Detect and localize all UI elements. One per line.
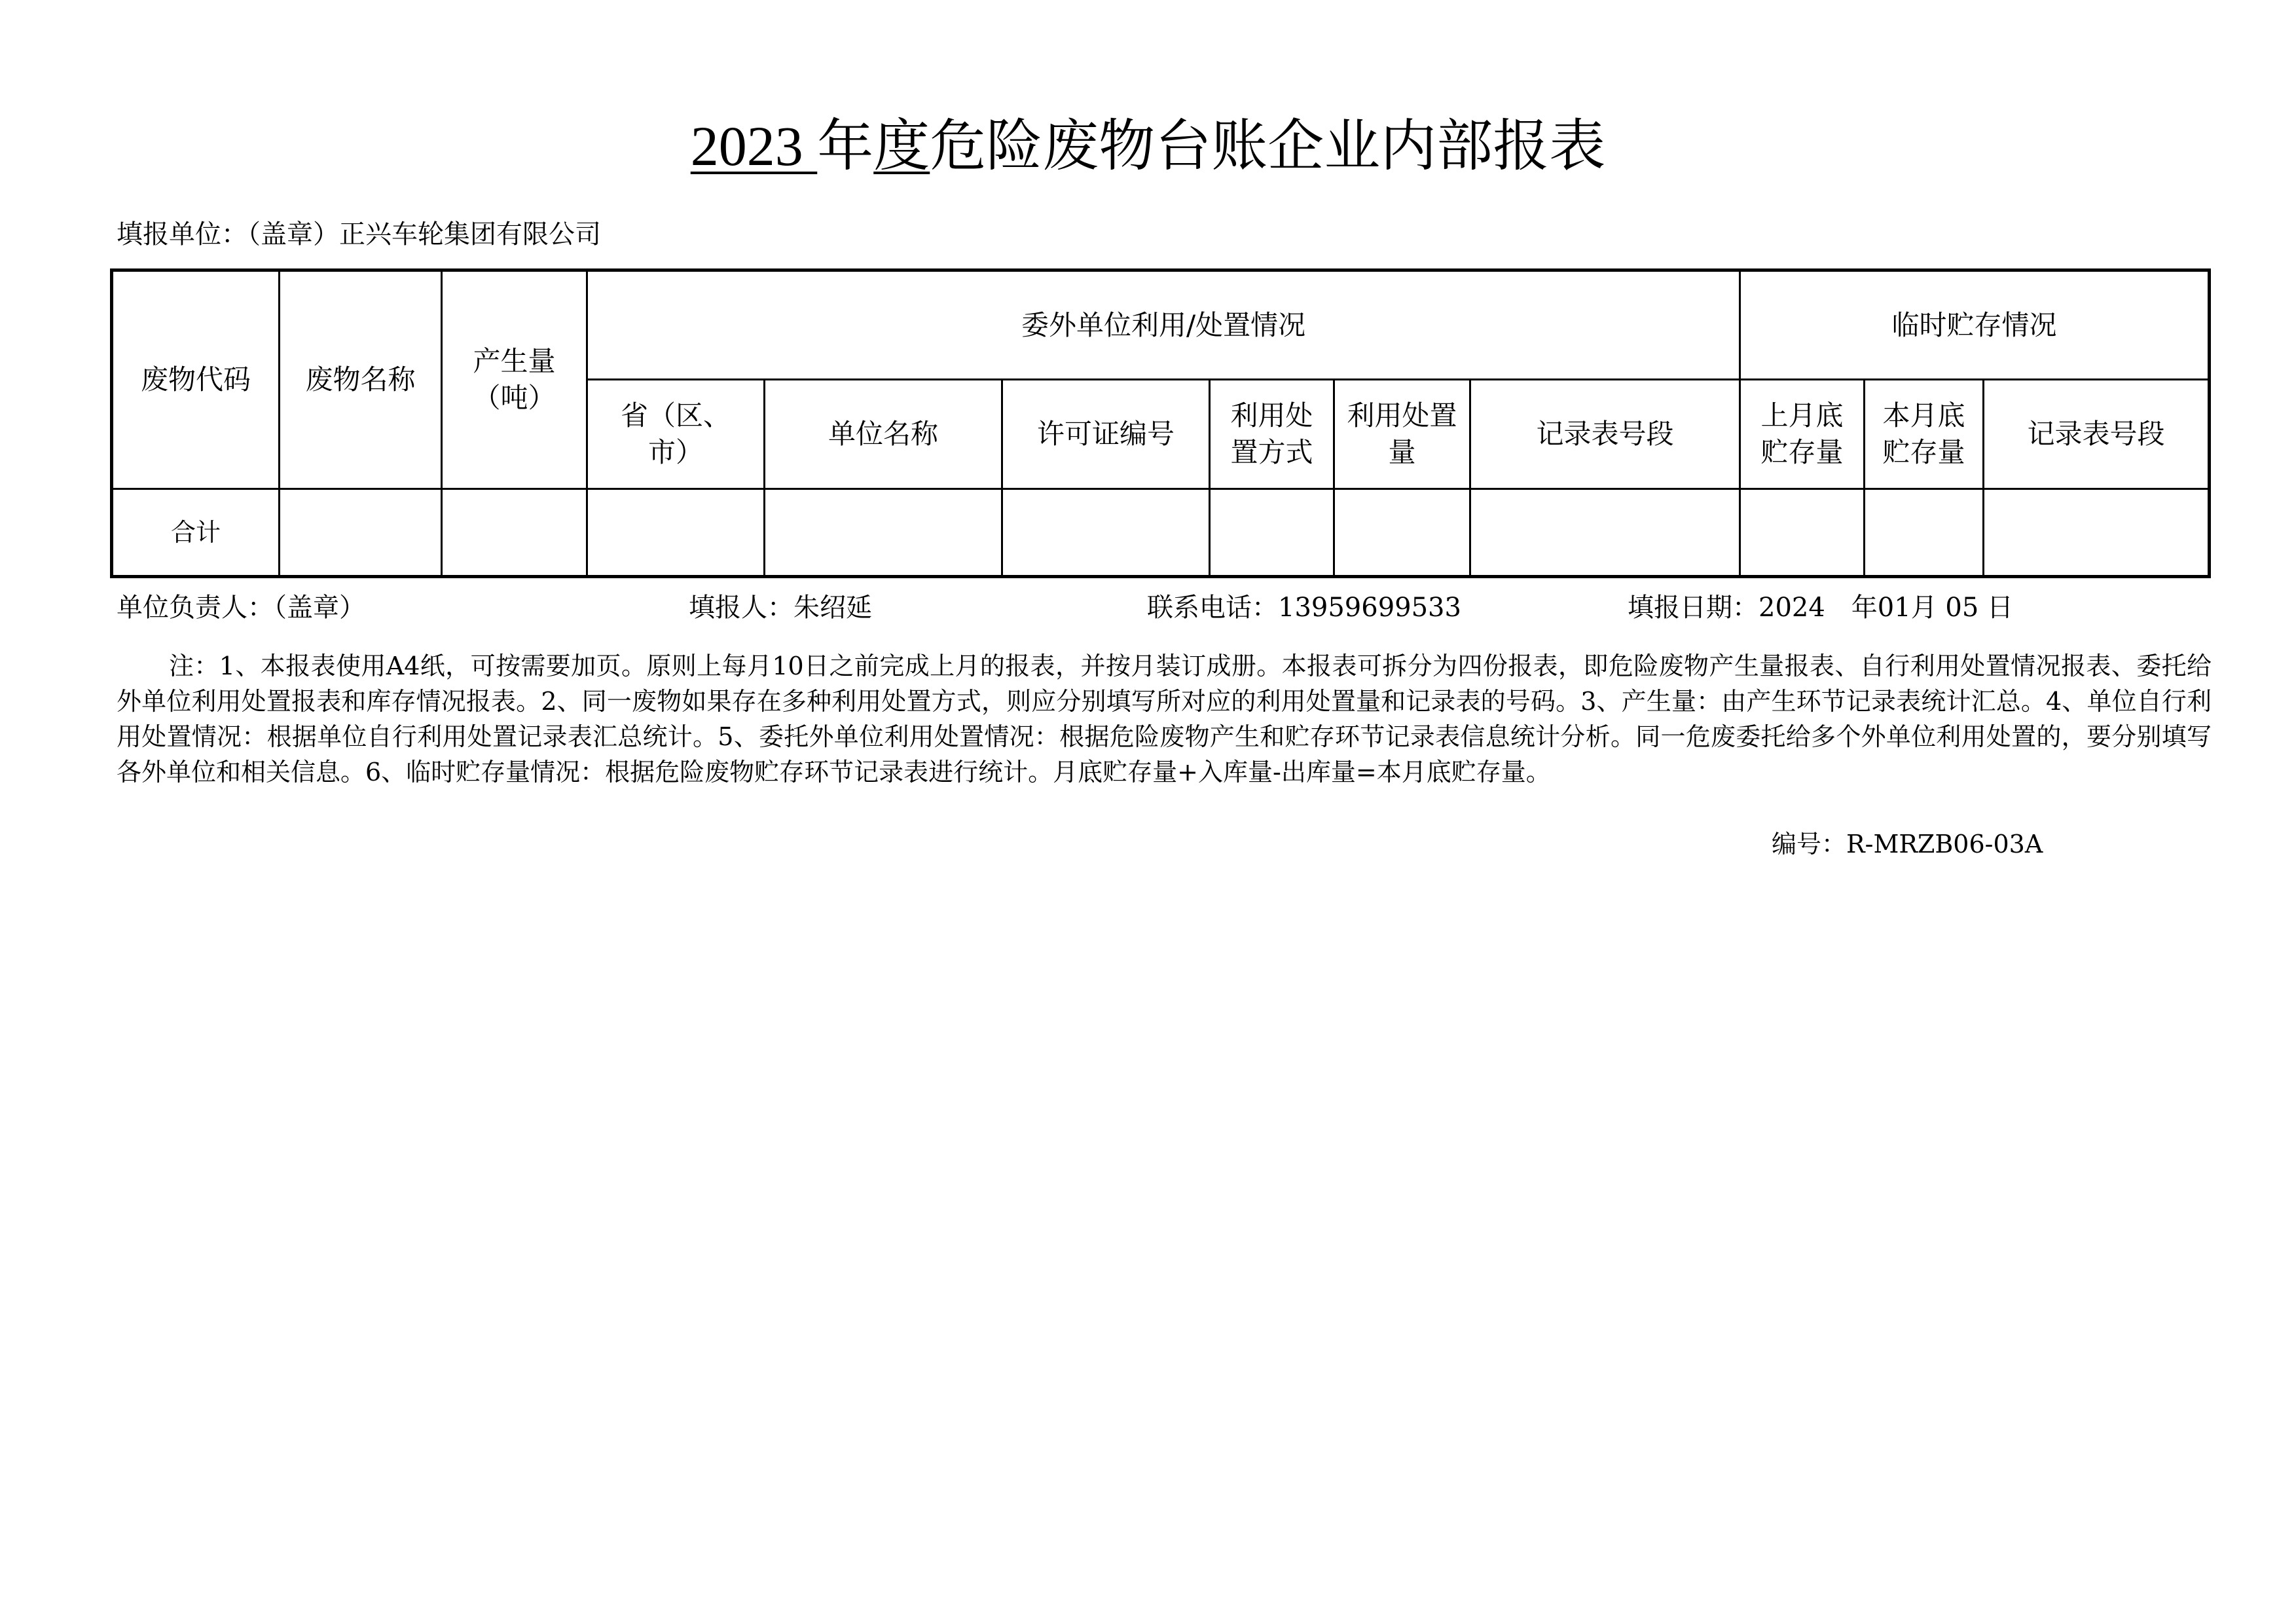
header-storage-group: 临时贮存情况 <box>1740 270 2210 380</box>
title-year: 2023 <box>690 115 818 177</box>
header-amount-line2: （吨） <box>473 382 556 414</box>
header-this-month-storage <box>1865 380 1984 489</box>
total-cell-record-range <box>1470 489 1740 577</box>
title-rest: 危险废物台账企业内部报表 <box>930 113 1606 179</box>
total-label: 合计 <box>112 489 280 577</box>
header-amount-line1: 产生量 <box>473 345 556 377</box>
header-method-line2: 置方式 <box>1230 436 1313 468</box>
filler-unit-stamp: （盖章） <box>247 219 339 249</box>
header-this-month-line2: 贮存量 <box>1882 436 1965 468</box>
total-cell-unit-name <box>765 489 1002 577</box>
header-waste-name: 废物名称 <box>280 270 442 489</box>
contact-phone: 联系电话：13959699533 <box>1147 593 1461 623</box>
header-storage-record-range: 记录表号段 <box>1984 380 2210 489</box>
header-license-no: 许可证编号 <box>1002 380 1210 489</box>
header-this-month-line1: 本月底 <box>1882 399 1965 432</box>
total-cell-license-no <box>1002 489 1210 577</box>
total-cell-disposal-amount <box>1334 489 1470 577</box>
total-cell-this-month <box>1865 489 1984 577</box>
filler-unit-company: 正兴车轮集团有限公司 <box>339 219 601 249</box>
header-last-month-storage <box>1740 380 1865 489</box>
header-method-line1: 利用处 <box>1230 399 1313 432</box>
header-row-1 <box>112 270 2210 380</box>
title-prefix: 年 <box>817 113 874 179</box>
filler-person: 填报人：朱绍延 <box>689 593 872 623</box>
header-entrusted-group: 委外单位利用/处置情况 <box>587 270 1740 380</box>
header-last-month-line1: 上月底 <box>1760 399 1844 432</box>
header-last-month-line2: 贮存量 <box>1760 436 1844 468</box>
header-disposal-amount <box>1334 380 1470 489</box>
fill-date: 填报日期：2024 年01月 05 日 <box>1628 593 2014 623</box>
total-cell-waste-name <box>280 489 442 577</box>
footnote: 注：1、本报表使用A4纸，可按需要加页。原则上每月10日之前完成上月的报表，并按月装订成册。本报表可拆分为四份报表，即危险废物产生量报表、自行利用处置情况报表、委托给外单位利用处置报表和库存情况报表。2、同一废物如果存在多种利用处置方式，则应分别填写所对应的利用处置量和记录表的号码。3、产生量：由产生环节记录表统计汇总。4、单位自行利用处置情况：根据单位自行利用处置记录表汇总统计。5、委托外单位利用处置情况：根据危险废物产生和贮存环节记录表信息统计分析。同一危废委托给多个外单位利用处置的，要分别填写各外单位和相关信息。6、临时贮存量情况：根据危险废物贮存环节记录表进行统计。月底贮存量+入库量-出库量=本月底贮存量。 <box>117 652 2212 786</box>
header-province-line2: 市） <box>647 436 703 468</box>
header-record-range: 记录表号段 <box>1470 380 1740 489</box>
filler-unit-line <box>117 216 601 253</box>
total-cell-last-month <box>1740 489 1865 577</box>
document-code: 编号：R-MRZB06-03A <box>1772 830 2043 858</box>
filler-unit-label: 填报单位： <box>117 219 247 249</box>
title-underlined-char: 度 <box>873 113 930 179</box>
header-unit-name: 单位名称 <box>765 380 1002 489</box>
header-amount <box>442 270 587 489</box>
ledger-table <box>110 268 2211 578</box>
report-title <box>0 110 2296 182</box>
total-cell-storage-record-range <box>1984 489 2210 577</box>
header-disposal-amount-line2: 量 <box>1388 436 1416 468</box>
total-cell-amount <box>442 489 587 577</box>
header-province <box>587 380 765 489</box>
total-cell-province <box>587 489 765 577</box>
header-method <box>1210 380 1334 489</box>
responsible-person: 单位负责人：（盖章） <box>117 593 365 623</box>
header-disposal-amount-line1: 利用处置 <box>1347 399 1457 432</box>
header-province-line1: 省（区、 <box>620 399 731 432</box>
header-waste-code: 废物代码 <box>112 270 280 489</box>
total-cell-method <box>1210 489 1334 577</box>
total-row <box>112 489 2210 577</box>
